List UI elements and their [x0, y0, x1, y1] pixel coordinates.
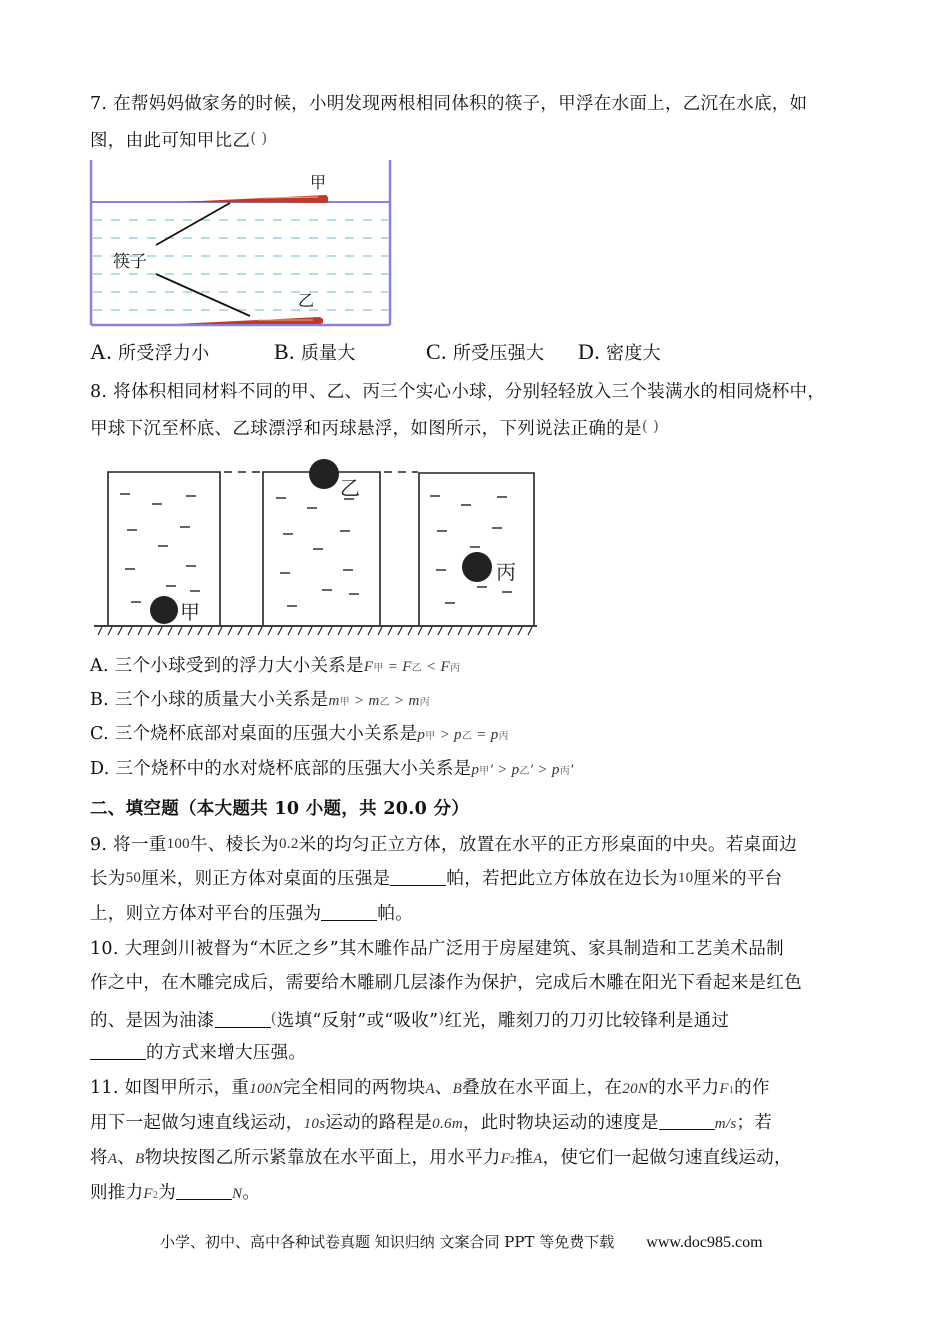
- section-heading: 二、填空题（本大题共 10 小题，共 20.0 分）: [90, 799, 470, 819]
- q7-figure-chopsticks: [88, 160, 393, 328]
- q9-line1: 9. 将一重100牛、棱长为0.2米的均匀正立方体，放置在水平的正方形桌面的中央。若桌面边: [90, 835, 798, 855]
- q8-option-b[interactable]: B. 三个小球的质量大小关系是m甲 > m乙 > m丙: [90, 690, 430, 710]
- q7-option-c[interactable]: C. 所受压强大: [426, 339, 545, 364]
- q9-answer-blank-1[interactable]: [390, 867, 446, 886]
- q9-line2: 长为50厘米，则正方体对桌面的压强是 帕，若把此立方体放在边长为10厘米的平台: [90, 869, 783, 889]
- q10-line1: 10. 大理剑川被督为“木匠之乡”其木雕作品广泛用于房屋建筑、家具制造和工艺美术品制: [90, 939, 784, 959]
- q8-option-a[interactable]: A. 三个小球受到的浮力大小关系是F甲 = F乙 < F丙: [90, 656, 461, 676]
- ball-bing: [462, 552, 492, 582]
- label-jia: 甲: [310, 173, 327, 192]
- q11-line1: 11. 如图甲所示，重100N完全相同的两物块A、B叠放在水平面上，在20N的水平力F1的作: [90, 1078, 770, 1098]
- ball-yi: [309, 459, 339, 489]
- q8-figure-beakers: [92, 455, 542, 637]
- label-jia: 甲: [180, 600, 200, 624]
- label-yi: 乙: [340, 476, 360, 500]
- q7-stem-line1: 7. 在帮妈妈做家务的时候，小明发现两根相同体积的筷子，甲浮在水面上，乙沉在水底，如: [90, 94, 808, 114]
- q7-option-b[interactable]: B. 质量大: [274, 339, 356, 364]
- q7-options: [90, 339, 661, 366]
- footer-url-link[interactable]: www.doc985.com: [646, 1234, 763, 1251]
- q9-line3: 上，则立方体对平台的压强为 帕。: [90, 904, 414, 924]
- q8-answer-paren: ( ): [641, 417, 660, 435]
- q10-line2: 作之中，在木雕完成后，需要给木雕刷几层漆作为保护，完成后木雕在阳光下看起来是红色: [90, 973, 802, 993]
- q11-line3: 将A、B物块按图乙所示紧靠放在水平面上，用水平力F2推A，使它们一起做匀速直线运动，: [90, 1148, 792, 1168]
- q7-option-a[interactable]: A. 所受浮力小: [90, 339, 210, 364]
- q8-option-c[interactable]: C. 三个烧杯底部对桌面的压强大小关系是p甲 > p乙 = p丙: [90, 724, 509, 744]
- q7-stem-line2: [90, 126, 268, 153]
- ball-jia: [150, 596, 178, 624]
- q10-line4: 的方式来增大压强。: [90, 1041, 306, 1065]
- q11-answer-blank-1[interactable]: [659, 1111, 715, 1130]
- q7-answer-paren: ( ): [250, 129, 268, 147]
- q7-option-d[interactable]: D. 密度大: [578, 339, 661, 364]
- q10-line3: 的、是因为油漆 (选填“反射”或“吸收”)红光，雕刻刀的刀刃比较锋利是通过: [90, 1009, 730, 1031]
- footer-text: 小学、初中、高中各种试卷真题 知识归纳 文案合同 PPT 等免费下载: [160, 1233, 615, 1251]
- label-kuaizi: 筷子: [113, 252, 147, 272]
- q8-option-d[interactable]: D. 三个烧杯中的水对烧杯底部的压强大小关系是p甲′ > p乙′ > p丙′: [90, 759, 574, 779]
- q8-stem-line2: 甲球下沉至杯底、乙球漂浮和丙球悬浮，如图所示，下列说法正确的是( ): [90, 417, 660, 439]
- label-yi: 乙: [298, 291, 315, 310]
- page-footer: [160, 1231, 763, 1252]
- q11-line4: 则推力F2为 N。: [90, 1183, 261, 1203]
- chopstick-jia: [180, 195, 328, 203]
- q9-answer-blank-2[interactable]: [321, 902, 377, 921]
- q11-answer-blank-2[interactable]: [176, 1181, 232, 1200]
- q11-line2: 用下一起做匀速直线运动，10s运动的路程是0.6m，此时物块运动的速度是 m/s；若: [90, 1113, 773, 1133]
- label-bing: 丙: [496, 560, 516, 584]
- q8-stem-line1: 8. 将体积相同材料不同的甲、乙、丙三个实心小球，分别轻轻放入三个装满水的相同烧杯中，: [90, 382, 826, 402]
- q7-stem-text: 图，由此可知甲比乙: [90, 131, 251, 151]
- q10-answer-blank-1[interactable]: [215, 1009, 271, 1028]
- q10-answer-blank-2[interactable]: [90, 1041, 146, 1060]
